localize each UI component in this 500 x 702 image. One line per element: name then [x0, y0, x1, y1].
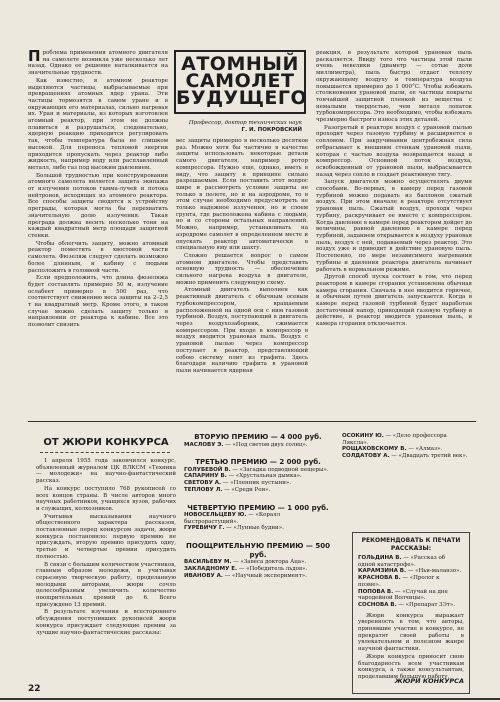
prize-entry: ГУРЕВИЧУ Г. — «Лунные будни».	[184, 525, 284, 532]
recommendation-item: ПОПОВА В. — «Случай на дне чародейной Волчицы».	[358, 588, 448, 602]
recommendation-item: ГОЛЬДИНА В. — «Рассказ об одной катастрофе».	[358, 555, 446, 568]
article-byline	[178, 120, 302, 133]
prize-entry: ОСОКИНУ Ю. — «Дело профессора Ляксла».	[342, 433, 447, 446]
prize-entry: СОЛДАТОВУ А. — «Двадцать третий век».	[342, 453, 468, 460]
contest-paragraph: В связи с большим количеством участников, главным образом молодежи, и учитывая серьезную творческую работу, проделанную молодыми авторами, жюри сочло целесообразным увеличить количество поощрительных премий до 6. Всего присуждено 13 премий.	[36, 561, 176, 608]
prize-entry: ИВАНОВУ А. — «Научный эксперимент».	[184, 572, 307, 579]
prize-heading: ПООЩРИТЕЛЬНУЮ ПРЕМИЮ — 500 руб.	[186, 542, 330, 559]
dropcap: П	[28, 47, 41, 65]
article-column-1	[28, 47, 168, 330]
article-paragraph: Запуск двигателя можно осуществлять двумя способами. Во-первых, в камеру перед газовой турбиной можно подавать из баллонов сжатый воздух. При этом вначале в реакторе отсутствует урановая пыль. Сжатый воздух, проходя через турбину, раскручивает ее вместе с компрессором. Когда давление в камере перед реактором дойдет до величины, равной давлению в камере перед турбиной, заданием открывается к воздуху урановая пыль, воздух с ней, подаваемый через реактор. Это воздух уже и приводит в действие урановую пыль. Постепенно, по мере независимого нагревания турбины и давления реактора двигатель начинает работать в нормальном режиме.	[316, 179, 472, 273]
prize-entry: РОЩАХОВСКОМУ В. — «Алмаз».	[342, 446, 443, 453]
article-paragraph: Атомный двигатель выполнен как реактивный двигатель с обычным осевым турбокомпрессором, вращаемым расположенной на одной оси с ним газовой турбиной. Воздух, поступающий в двигатель через воздухозаборник, сжимается компрессором. При входе в компрессор в воздух вводится урановая пыль. Воздух с урановой пылью через компрессор поступает в реактор, представляющий собою систему плит из графита. Здесь благодаря наличию графита в урановой пыли начинается ядерная	[176, 287, 308, 374]
closing-note: Жюри конкурса выражает уверенность в том, что авторы, принявшие участие в конкурсе, не прекратят своей работы в увлекательном и полезном жанре научной фантастики.	[358, 612, 464, 653]
contest-paragraph: В результате изучения и всестороннего обсуждения поступивших рукописей жюри конкурса присуждает следующие премии за лучшие научно-фантастические рассказы:	[36, 609, 176, 636]
prize-column	[184, 433, 332, 579]
article-column-2	[176, 138, 308, 376]
prize-entry: МАСЛОВУ Э. — «Под светом двух солнц».	[184, 441, 308, 448]
recommendation-item: КРАСНОВА В. — «Пролог к поэме».	[358, 575, 440, 588]
contest-paragraph: На конкурс поступило 768 рукописей со всех концов страны. В числе авторов много научных работников, учащихся вузов, рабочих и служащих, колхозников.	[36, 485, 176, 512]
contest-paragraph: 1 апреля 1955 года закончился конкурс, объявленный журналом ЦК ВЛКСМ «Техника — молодежи» на научно-фантастический рассказ.	[36, 458, 176, 485]
title-rule	[40, 452, 170, 453]
article-paragraph: Проблема применения атомного двигателя на самолете возникла уже несколько лет назад. Однако ее решение наталкивается на значительные трудности.	[28, 47, 168, 77]
article-paragraph: Если предположить, что длина фюзеляжа будет составлять примерно 50 м, излучение ослабеет примерно в 500 раз, что соответствует снижению веса защиты на 2–2,5 т на квадратный метр. Кроме этого, в таком случае можно сделать защиту только в направлении от реактора к кабине. Все это позволит снизить	[28, 275, 168, 329]
byline-title: Профессор, доктор технических наук	[188, 120, 302, 126]
article-paragraph: Большой трудностью при конструировании атомного самолета является защита экипажа от излучения потоков гамма-лучей и потока нейтронов, исходящих из атомного реактора. Все способы защиты сводятся к устройству преграды, которая могла бы перехватить значительную долю излучения. Такая преграда должна весить несколько тонн на каждый квадратный метр площади защитной стенки.	[28, 172, 168, 239]
article-paragraph: вес защиты примерно в несколько десятков раз. Можно хотя бы частично в качестве защиты использовать некоторые детали самого двигателя, например ротор компрессора. Нужно еще, однако, иметь в виду, что защиту в принципе сильно разрешаемым. Если поставить этот вопрос шире и рассмотреть условие защиты не только в полете, но и на аэродроме, то в этом случае необходимо предусмотреть не только надежное излучения, но и слоем грунта, где расположена кабина с людьми, но и со стороны остальных направлений. Можно, например, устанавливать на аэродроме самолет в определенном месте и опускать реактор автоматически в специальную яму или шахту.	[176, 138, 308, 252]
page-number: 22	[28, 684, 41, 694]
jury-signoff: ЖЮРИ КОНКУРСА	[394, 677, 464, 685]
prize-entry: НОВОСЕЛЬЦЕВУ Ю. — «Коралл быстрорастущий».	[184, 512, 281, 525]
article-paragraph: Чтобы облегчить защиту, можно атомный реактор поместить в хвостовой части самолета. Фюзеляж следует сделать возможно более длинным, и кабину с людьми расположить в головной части.	[28, 240, 168, 274]
prize-heading: ТРЕТЬЮ ПРЕМИЮ — 2 000 руб.	[195, 458, 321, 467]
article-paragraph: Другой способ пуска состоит в том, что перед реактором в камере сгорания установлена обычная камера сгорания. Сначала в нее вводится горючее, и обычным путем двигатель запускается. Когда в камере перед газовой турбиной будет наработан достаточный напор, приводящий газовую турбину в действие, в реактор вводится урановая пыль, и камера сгорания отключается.	[316, 274, 472, 328]
byline-name: Г. И. ПОКРОВСКИЙ	[241, 126, 302, 133]
recommendation-item: КАРАМЗИНА В. — «Ньи-маланзо».	[358, 568, 462, 575]
contest-paragraph: Учитывая высказывания научного общественного характера рассказов, поставленные перед конкурсом задачи, жюри конкурса постановило: первую премию не присуждать, вторую премию присудить одну, третью и четвертые премии присудить полностью.	[36, 513, 176, 560]
article-paragraph: Как известно, в атомном реакторе выделяются частицы, выбрасываемые при превращениях атомных ядер урана. Эти частицы тормозятся в самом уране и в окружающих его материалах, сильно нагревая их. Уран и материалы, из которых изготовлен атомный реактор, при этом не должны плавиться и разрушаться, следовательно, ядерную реакцию приходится регулировать так, чтобы температура была не слишком высокой. Для переноса тепловой энергии приходится пропускать через реактор либо жидкость, например воду или расплавленный металл, либо газ под высоким давлением.	[28, 77, 168, 171]
recommendation-box	[352, 532, 470, 694]
section-divider	[28, 421, 476, 422]
prize-entry: САПАРИНУ В. — «Хрустальная дымка».	[184, 473, 302, 480]
contest-column-1	[36, 458, 176, 637]
page-bottom-rule	[0, 698, 500, 700]
recommendation-list	[353, 555, 469, 681]
article-paragraph: Разогретый в реакторе воздух с урановой пылью проходит через газовую турбину и расширяется в сопловом. При закручивании центробежная сила отбрасывает к внешним стенкам урановой пыли, которая с частью воздуха возвращается назад в компрессор. Основной поток воздуха, освобожденный от урановой пыли, выбрасывается назад через сопло и создает реактивную тягу.	[316, 124, 472, 178]
article-paragraph: реакция, в результате которой урановая пыль раскаляется. Ввиду того что частицы этой пыли очень невелики (диаметр — сотые доли миллиметра), пыль быстро отдает теплоту окружающему воздуху и температура воздуха повышается примерно до 1 000°С. Чтобы избежать столкновения урановой пыли, ее частицы покрыты тончайшей защитной пленкой из вещества с немалыми твердостью, чем металл лопаток турбокомпрессора. Это необходимо, чтобы избежать чрезмерно быстрого износа этих деталей.	[316, 50, 472, 124]
article-headline: АТОМНЫЙ САМОЛЕТ БУДУЩЕГО	[176, 53, 308, 109]
article-column-3	[316, 50, 472, 329]
prize-entry: ЗАКЛАДНОМУ Е. — «Победитель льдов».	[184, 565, 308, 572]
prize-heading: ЧЕТВЕРТУЮ ПРЕМИЮ — 1 000 руб.	[187, 503, 329, 512]
prize-entry: СВЕТОВУ А. — «Пленник пустыни».	[184, 480, 292, 487]
prize-entry: ВАСИЛЬЕВУ М. — «Завеса доктора Аца».	[184, 559, 307, 566]
recommendation-item: СОСНОВА В. — «Препарат 3Эт».	[358, 601, 456, 608]
contest-title: ОТ ЖЮРИ КОНКУРСА	[43, 437, 169, 448]
recommendation-heading: РЕКОМЕНДОВАТЬ К ПЕЧАТИ РАССКАЗЫ:	[361, 537, 461, 552]
article-paragraph: Сложно решается вопрос о самом атомном двигателе. Чтобы представить основную трудность — обеспечение сильного нагрева воздуха в двигателе, можно применить следующую схему.	[176, 252, 308, 286]
closing-note: Жюри конкурса приносит свою благодарность всем участникам конкурса, а также консультантам, проделавшим большую работу.	[358, 653, 464, 680]
prize-continuation	[342, 433, 472, 460]
prize-entry: ТЕПЛОВУ Л. — «Среди Реи».	[184, 486, 271, 493]
headline-box	[174, 50, 306, 114]
prize-heading: ВТОРУЮ ПРЕМИЮ — 4 000 руб.	[194, 433, 322, 441]
prize-entry: ГОЛУБЕВОЙ В. — «Загадка подводной пещеры».	[184, 466, 329, 473]
